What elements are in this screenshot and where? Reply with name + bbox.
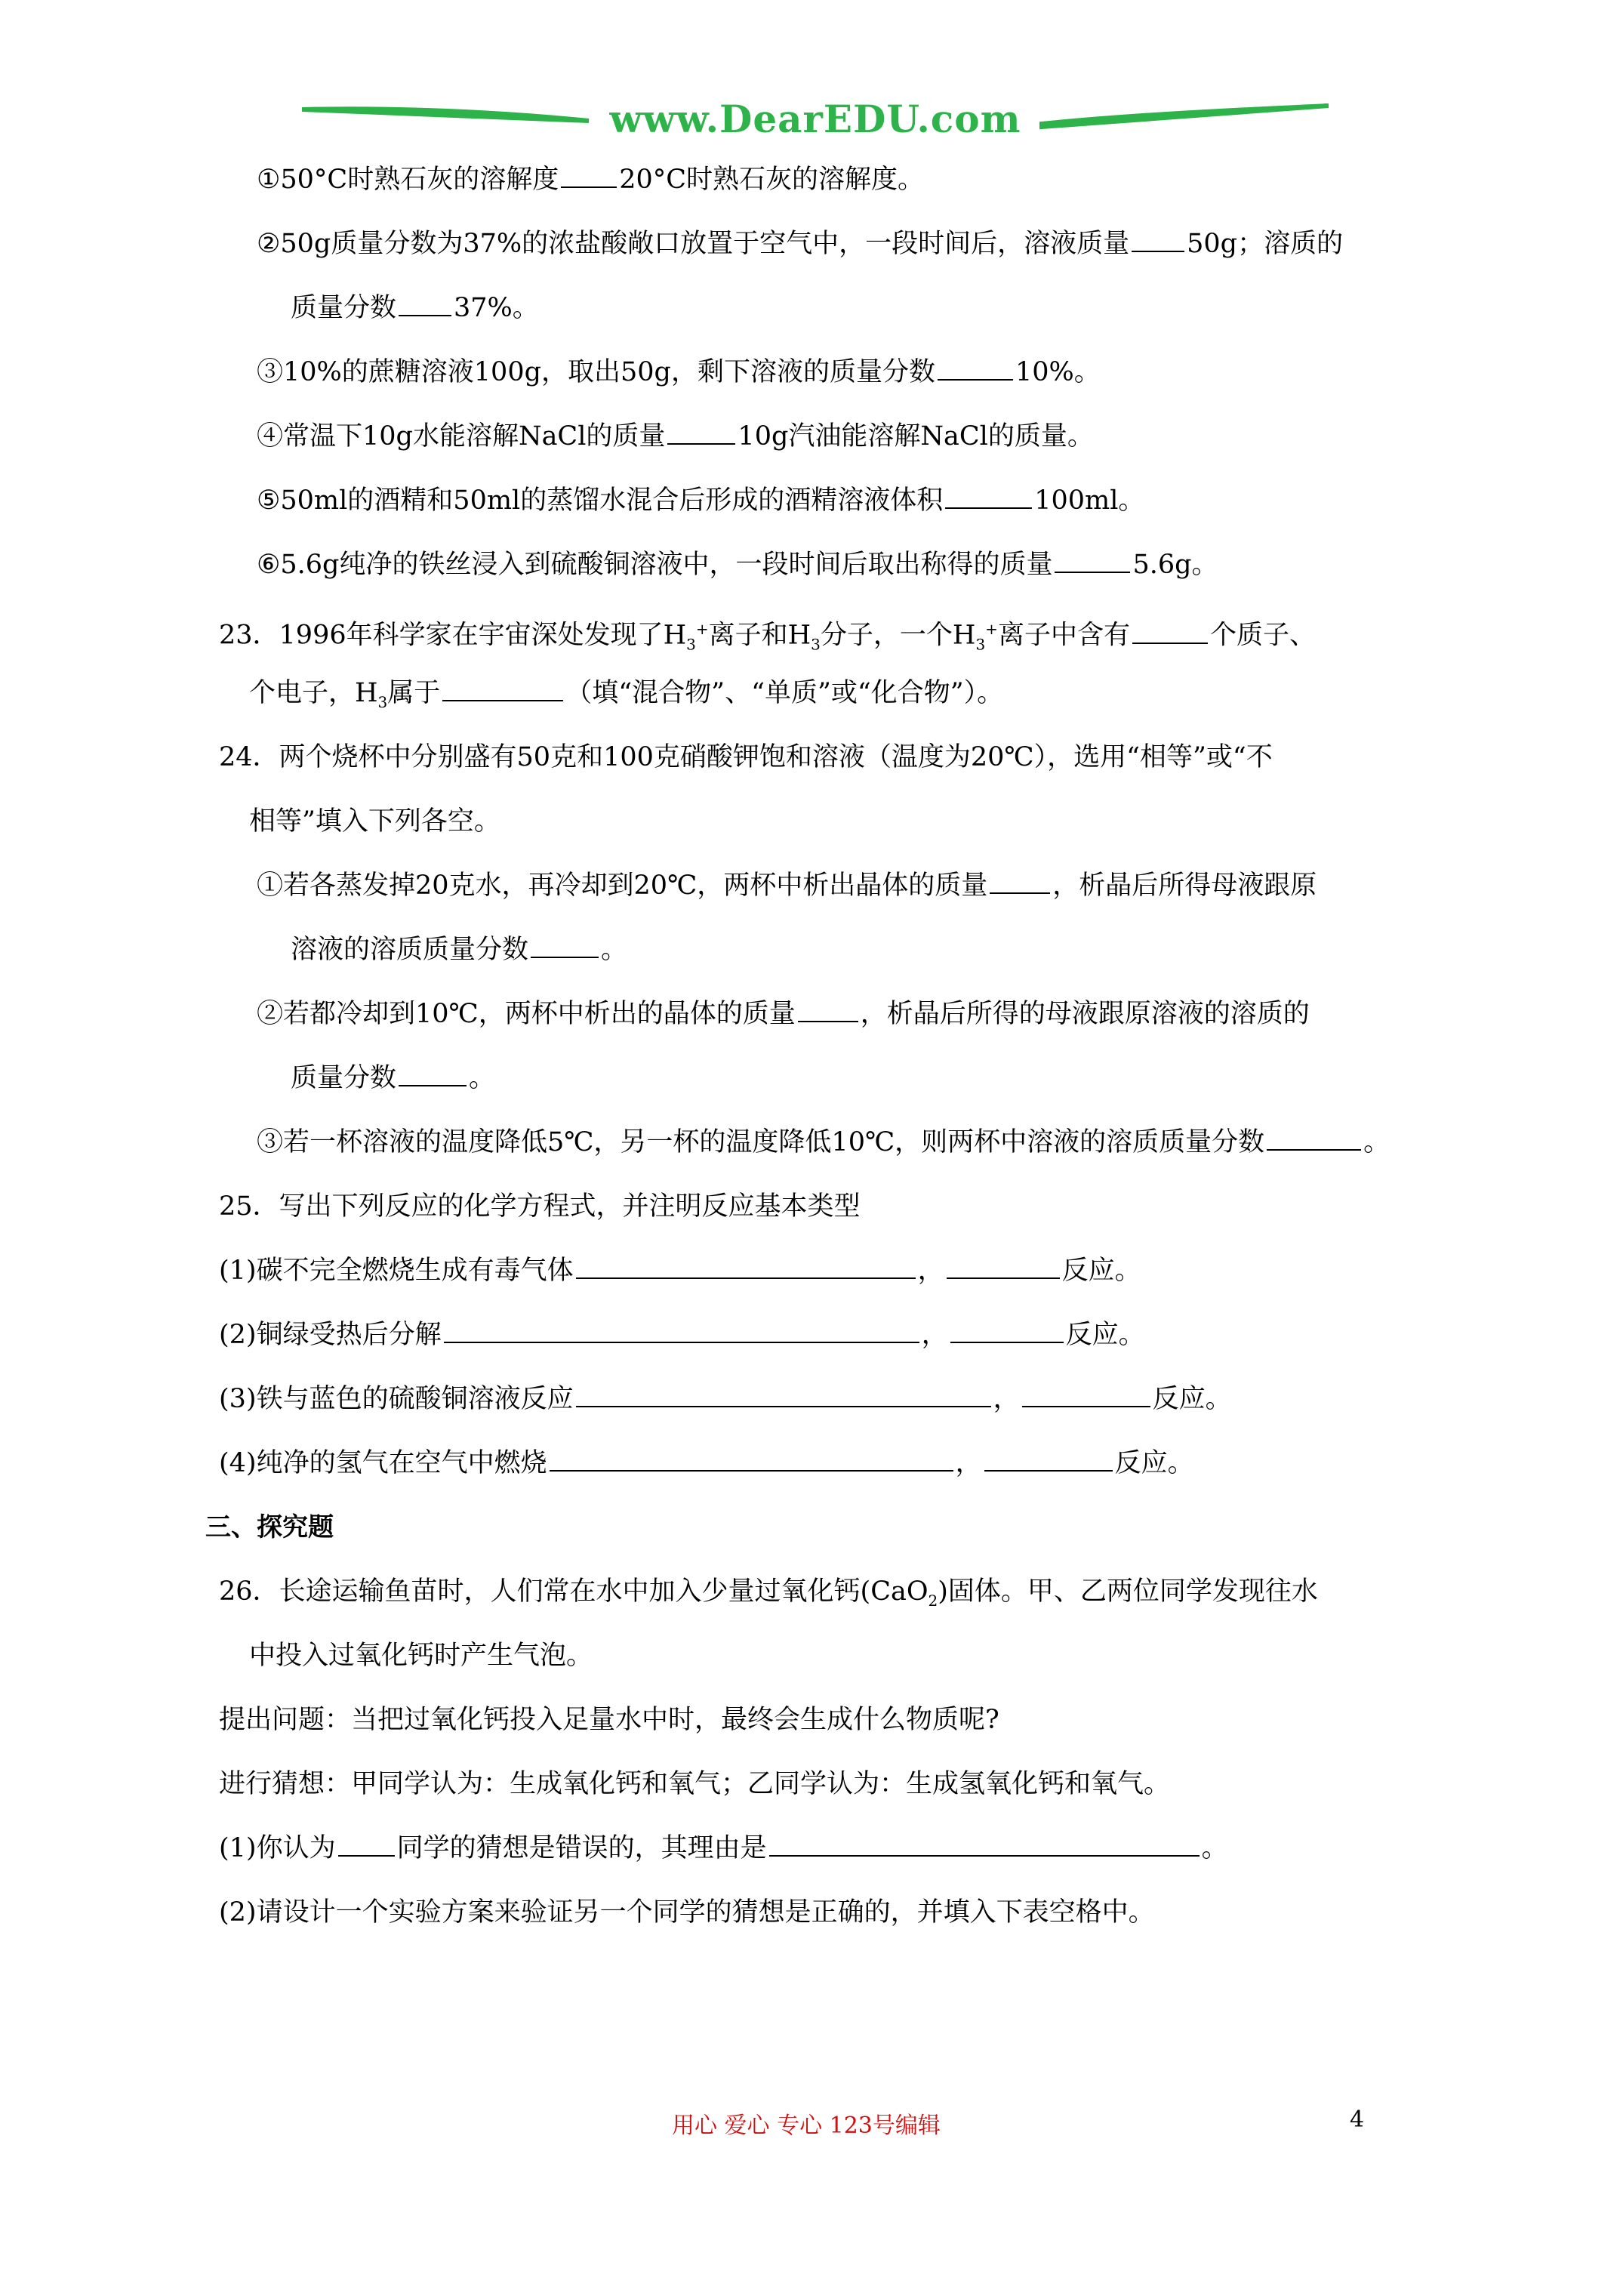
- q22-item-3: ③10%的蔗糖溶液100g，取出50g，剩下溶液的质量分数 10%。: [257, 357, 1101, 387]
- q24-sub-3: ③若一杯溶液的温度降低5℃，另一杯的温度降低10℃，则两杯中溶液的溶质质量分数 。: [257, 1127, 1390, 1157]
- q23-line-2: 个电子，$H_3$属于 （填“混合物”、“单质”或“化合物”）。: [249, 678, 1004, 711]
- answer-blank: [1132, 230, 1184, 252]
- answer-blank: [1055, 550, 1130, 573]
- q24-sub-1-cont: 溶液的溶质质量分数 。: [291, 935, 628, 965]
- answer-blank: [1022, 1385, 1150, 1407]
- q24-line-2: 相等”填入下列各空。: [249, 806, 500, 837]
- q25-item-3: (3)铁与蓝色的硫酸铜溶液反应 ， 反应。: [219, 1384, 1232, 1414]
- answer-blank: [561, 165, 617, 188]
- section-heading: 三、探究题: [205, 1512, 334, 1542]
- answer-blank: [531, 935, 599, 958]
- q22-item-5: ⑤50ml的酒精和50ml的蒸馏水混合后形成的酒精溶液体积 100ml。: [257, 485, 1145, 516]
- answer-blank: [950, 1321, 1064, 1343]
- answer-blank: [399, 1064, 467, 1086]
- q24-sub-1: ①若各蒸发掉20克水，再冷却到20℃，两杯中析出晶体的质量 ，析晶后所得母液跟原: [257, 871, 1317, 901]
- q25-title: 25．写出下列反应的化学方程式，并注明反应基本类型: [219, 1191, 861, 1222]
- answer-blank: [769, 1834, 1200, 1857]
- answer-blank: [338, 1834, 395, 1857]
- q25-item-4: (4)纯净的氢气在空气中燃烧 ， 反应。: [219, 1448, 1194, 1478]
- site-logo: www.DearEDU.com: [609, 97, 1021, 141]
- q22-item-2: ②50g质量分数为37%的浓盐酸敞口放置于空气中，一段时间后，溶液质量 50g；溶质的: [257, 229, 1344, 259]
- document-body: [205, 148, 1472, 1945]
- q26-line-4: 进行猜想：甲同学认为：生成氧化钙和氧气；乙同学认为：生成氢氧化钙和氧气。: [219, 1769, 1171, 1799]
- q23-line-1: 23．1996年科学家在宇宙深处发现了$H_3^+$离子和$H_3$分子，一个$H_3^+$离子中含有 个质子、: [219, 620, 1316, 654]
- q22-item-1: ①50°C时熟石灰的溶解度 20°C时熟石灰的溶解度。: [257, 165, 925, 195]
- page-number: 4: [1350, 2106, 1365, 2133]
- answer-blank: [576, 1256, 916, 1279]
- answer-blank: [399, 294, 451, 316]
- answer-blank: [984, 1449, 1113, 1472]
- q24-line-1: 24．两个烧杯中分别盛有50克和100克硝酸钾饱和溶液（温度为20℃），选用“相等”或“不: [219, 742, 1273, 772]
- q24-sub-2-cont: 质量分数 。: [291, 1063, 496, 1093]
- q22-item-4: ④常温下10g水能溶解NaCl的质量 10g汽油能溶解NaCl的质量。: [257, 421, 1094, 451]
- answer-blank: [442, 679, 563, 701]
- answer-blank: [444, 1321, 919, 1343]
- answer-blank: [550, 1449, 953, 1472]
- answer-blank: [1132, 621, 1208, 644]
- q24-sub-2: ②若都冷却到10℃，两杯中析出的晶体的质量 ，析晶后所得的母液跟原溶液的溶质的: [257, 999, 1310, 1029]
- answer-blank: [938, 358, 1013, 381]
- answer-blank: [945, 486, 1032, 509]
- answer-blank: [1267, 1128, 1361, 1151]
- q22-item-6: ⑥5.6g纯净的铁丝浸入到硫酸铜溶液中，一段时间后取出称得的质量 5.6g。: [257, 550, 1218, 580]
- answer-blank: [576, 1385, 991, 1407]
- q25-item-2: (2)铜绿受热后分解 ， 反应。: [219, 1320, 1145, 1350]
- answer-blank: [798, 1000, 858, 1022]
- q26-line-6: (2)请设计一个实验方案来验证另一个同学的猜想是正确的，并填入下表空格中。: [219, 1897, 1155, 1928]
- q22-item-2-cont: 质量分数 37%。: [291, 293, 539, 323]
- q26-line-3: 提出问题：当把过氧化钙投入足量水中时，最终会生成什么物质呢?: [219, 1705, 999, 1735]
- q26-line-1: 26．长途运输鱼苗时，人们常在水中加入少量过氧化钙(CaO$_2$)固体。甲、乙两位同学发现往水: [219, 1576, 1318, 1610]
- q26-line-5: (1)你认为 同学的猜想是错误的，其理由是 。: [219, 1833, 1228, 1863]
- answer-blank: [947, 1256, 1060, 1279]
- answer-blank: [667, 422, 735, 445]
- footer-text: 用心 爱心 专心 123号编辑: [672, 2113, 941, 2139]
- answer-blank: [990, 871, 1050, 894]
- q26-line-2: 中投入过氧化钙时产生气泡。: [249, 1641, 593, 1671]
- q25-item-1: (1)碳不完全燃烧生成有毒气体 ， 反应。: [219, 1256, 1141, 1286]
